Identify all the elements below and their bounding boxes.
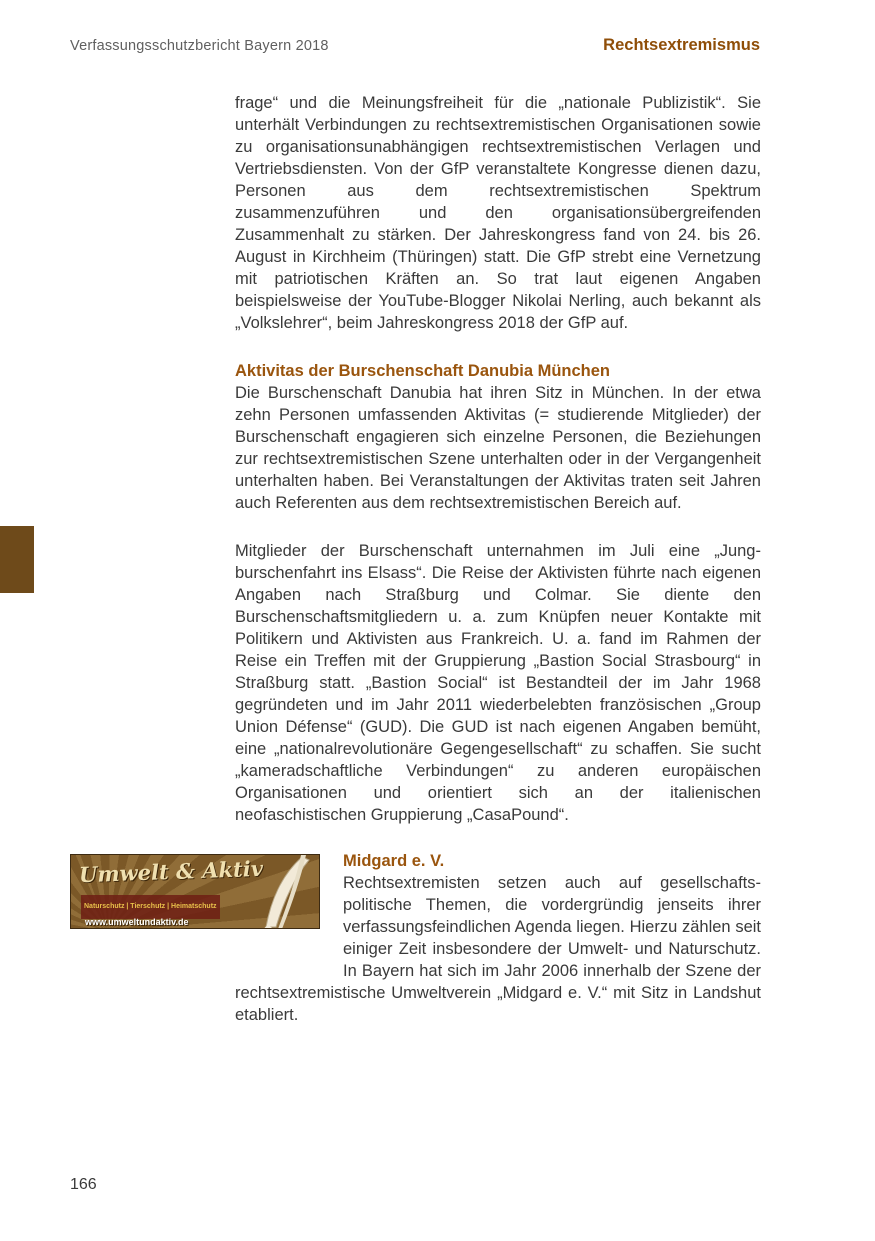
section-heading-aktivitas-danubia: Aktivitas der Burschenschaft Danubia München: [235, 362, 610, 380]
cover-url: www.umweltundaktiv.de: [85, 917, 189, 927]
paragraph-midgard: Rechtsextremisten setzen auch auf gesellschaftspolitische Themen, die vordergründig jenseits ihrer verfassungsfeindlichen Agenda liegen. Hierzu zählen seit einiger Zeit insbesondere der Umwelt- und Naturschutz. In Bayern hat sich im Jahr 2006 innerhalb der Szene der rechtsextremistische Umweltverein „Midgard e. V.“ mit Sitz in Landshut etabliert.: [235, 874, 761, 1024]
section-heading-midgard: Midgard e. V.: [343, 852, 445, 870]
running-head-chapter-title: Rechtsextremismus: [603, 36, 760, 54]
body-text-column: [78, 92, 761, 1026]
paragraph-gfp: frage“ und die Meinungsfreiheit für die „nationale Publizistik“. Sie unterhält Verbindungen zu rechtsextremistischen Organisationen sowie zu organisationsunabhängigen rechtsextremistischen Verlagen und Vertriebsdiensten. Von der GfP veranstaltete Kongresse dienen dazu, Personen aus dem rechtsextremistischen Spektrum zusammenzuführen und den organisationsübergreifenden Zusammenhalt zu stärken. Der Jahreskongress fand von 24. bis 26. August in Kirchheim (Thüringen) statt. Die GfP strebt eine Vernetzung mit patriotischen Kräften an. So trat laut eigenen Angaben beispielsweise der YouTube-Blogger Nikolai Nerling, auch bekannt als „Volkslehrer“, beim Jahreskongress 2018 der GfP auf.: [235, 94, 761, 332]
running-header: [70, 36, 760, 55]
cover-subtitle: Naturschutz | Tierschutz | Heimatschutz: [81, 895, 220, 919]
running-head-report-title: Verfassungsschutzbericht Bayern 2018: [70, 38, 329, 54]
page-number: 166: [70, 1176, 97, 1193]
paragraph-jungburschenfahrt: Mitglieder der Burschenschaft unternahmen im Juli eine „Jungburschenfahrt ins Elsass“. Die Reise der Aktivisten führte nach eigenen Angaben nach Straßburg und Colmar. Sie diente den Burschenschaftsmitgliedern u. a. zum Knüpfen neuer Kontakte mit Politikern und Aktivisten aus Frankreich. U. a. fand im Rahmen der Reise ein Treffen mit der Gruppierung „Bastion Social Strasbourg“ in Straßburg statt. „Bastion Social“ ist Bestandteil der im Jahr 1968 gegründeten und im Jahr 2011 wiederbelebten französischen „Group Union Défense“ (GUD). Die GUD ist nach eigenen Angaben bemüht, eine „nationalrevolutionäre Gegengesellschaft“ zu schaffen. Sie sucht „kameradschaftliche Verbindungen“ zu anderen europäischen Organisationen und orientiert sich an der italienischen neofaschistischen Gruppierung „CasaPound“.: [235, 542, 761, 824]
section-midgard: [78, 850, 761, 1026]
paragraph-danubia-sitz: Die Burschenschaft Danubia hat ihren Sitz in München. In der etwa zehn Personen umfassenden Aktivitas (= studierende Mitglieder) der Burschenschaft engagieren sich einzelne Personen, die Beziehungen zur rechtsextremistischen Szene unterhalten oder in der Vergangenheit unterhalten haben. Bei Veranstaltungen der Aktivitas traten seit Jahren auch Referenten aus dem rechtsextremistischen Bereich auf.: [235, 384, 761, 512]
cover-title: Umwelt & Aktiv: [78, 855, 264, 888]
chapter-margin-marker: [0, 526, 34, 593]
umwelt-aktiv-magazine-cover: [70, 854, 320, 929]
page-footer: [70, 1176, 97, 1194]
